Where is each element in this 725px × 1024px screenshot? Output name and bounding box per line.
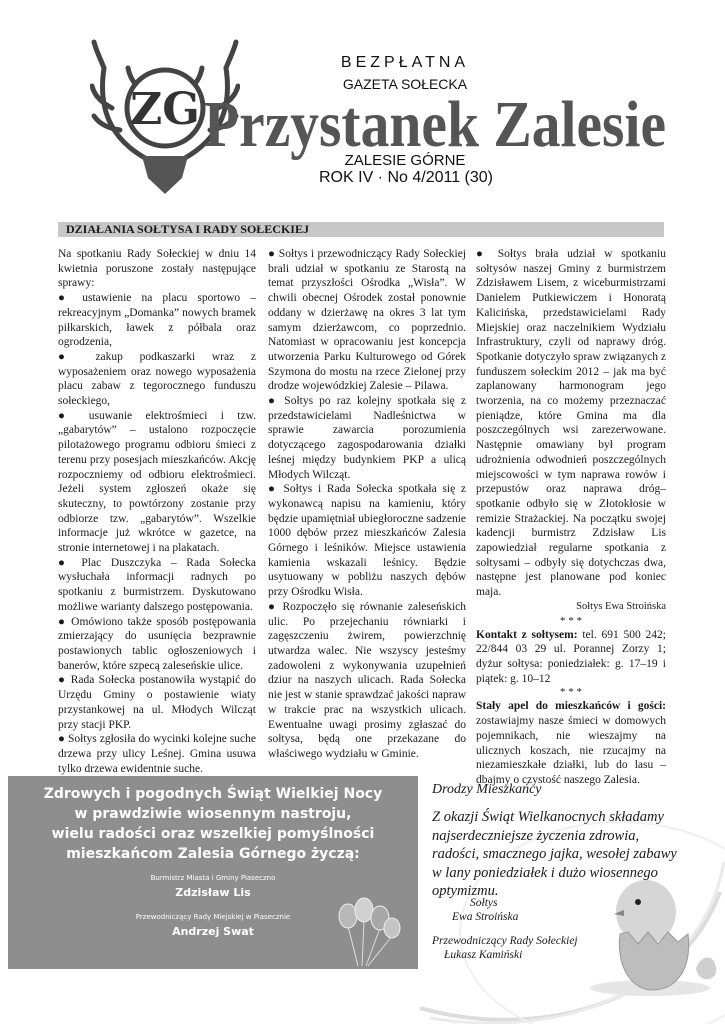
masthead-kind: GAZETA SOŁECKA (342, 76, 468, 92)
masthead-issue: ROK IV · No 4/2011 (30) (319, 169, 493, 186)
greeting-line-4: mieszkańcom Zalesia Górnego życzą: (66, 846, 360, 862)
card-heading: Drodzy Mieszkańcy (432, 782, 542, 797)
paragraph: ● Sołtys i przewodniczący Rady Sołeckiej brali udział w spotkaniu ze Starostą na temat przyszłości Ośrodka „Wisła”. W chwili obecnej Ośrodek został ponownie oddany w dzierżawę na okres 3 lat tym samym dzierżawcom, co poprzednio. Natomiast w opracowaniu jest koncepcja utworzenia Parku Kulturowego od Górek Szymona do mostu na rzece Zielonej przy drodze wojewódzkiej Zalesie – Pilawa. (268, 248, 466, 393)
paragraph: ● ustawienie na placu sportowo – rekreacyjnym „Domanka” nowych bramek piłkarskich, ławek z półbala oraz ogrodzenia, (58, 292, 256, 349)
article-column-2 (268, 247, 466, 762)
signature: Sołtys Ewa Stroińska (576, 600, 666, 612)
masthead-title-text: Przystanek Zalesie (204, 88, 666, 160)
paragraph: ● Sołtys brała udział w spotkaniu sołtysów naszej Gminy z burmistrzem Zdzisławem Lisem, z wiceburmistrzami Danielem Putkiewiczem i Honoratą Kalicińska, przedstawicielami Rady Miejskiej oraz naczelnikiem Wydziału Infrastruktury, czyli od naprawy dróg. Spotkanie dotyczyło spraw związanych z funduszem sołeckim 2012 – jak ma być zaplanowany harmonogram jego tworzenia, na co możemy przeznaczać pieniądze, które Gmina ma dla poszczególnych wsi zarezerwowane. Następnie omawiany był program udrożnienia odwodnień poszczególnych miejscowości w tym naprawa rowów i przepustów oraz naprawa dróg– spotkanie odbyło się w Złotokłosie w remizie Strażackiej. Na początku swojej kadencji burmistrz Zdzisław Lis zapowiedział regularne spotkania z sołtysami – odbyły się dotychczas dwa, następne jest planowane pod koniec maja. (476, 248, 666, 599)
greeting-name-2: Andrzej Swat (172, 925, 254, 938)
card-signature-role-2: Przewodniczący Rady Sołeckiej (432, 935, 578, 947)
chick-in-egg-icon (580, 850, 720, 1000)
card-signature-name-1: Ewa Stroińska (452, 911, 519, 923)
paragraph: ● Rozpoczęło się równanie zaleseńskich ulic. Po przejechaniu równiarki i zagęszczeniu żwirem, powierzchnię utwardza walec. Nie wszyscy jesteśmy zadowoleni z wykonywania uzupełnień dziur na naszych ulicach. Rada Sołecka nie jest w stanie sprawdzać jakości napraw w trakcie prac na wszystkich ulicach. Ewentualne uwagi prosimy zgłaszać do sołtysa, będą one przekazane do właściwego wydziału w Gminie. (268, 600, 466, 760)
masthead-place: ZALESIE GÓRNE (344, 152, 466, 169)
balloons-illustration (328, 896, 408, 968)
card-signature-name-2: Łukasz Kamiński (444, 949, 523, 961)
greeting-line-1: Zdrowych i pogodnych Świąt Wielkiej Nocy (43, 786, 383, 802)
paragraph: ● Sołtys zgłosiła do wycinki kolejne suche drzewa przy ulicy Leśnej. Gmina usuwa tylko drzewa ewidentnie suche. (58, 733, 256, 775)
masthead-title (200, 80, 670, 160)
separator-stars: * * * (560, 686, 582, 699)
separator-stars: * * * (560, 614, 582, 627)
easter-greeting-banner (8, 776, 418, 969)
paragraph: ● Sołtys i Rada Sołecka spotkała się z wykonawcą napisu na kamieniu, który będzie upamiętniał ubiegłoroczne sadzenie 1000 dębów przez mieszkańców Zalesia Górnego i leśników. Miejsce ustawienia kamienia wskazali leśnicy. Będzie usytuowany w pobliżu naszych dębów przy Ośrodku Wisła. (268, 483, 466, 599)
paragraph: ● Sołtys po raz kolejny spotkała się z przedstawicielami Nadleśnictwa w sprawie zawarcia porozumienia dotyczącego zagospodarowania działki leśnej między budynkiem PKP a ulicą Młodych Wilcząt. (268, 395, 466, 481)
contact-label: Kontakt z sołtysem: (476, 628, 578, 641)
paragraph: ● Omówiono także sposób postępowania zmierzający do usunięcia bezprawnie postawionych tablic ogłoszeniowych i banerów, które szpecą zaleseńskie ulice. (58, 615, 256, 672)
greeting-role-1: Burmistrz Miasta i Gminy Piaseczno (150, 874, 276, 882)
card-wishes: Z okazji Świąt Wielkanocnych składamy najserdeczniejsze życzenia zdrowia, radości, smacznego jajka, wesołej zabawy w lany poniedziałek i dużo wiosennego optymizmu. (432, 809, 677, 899)
greeting-name-1: Zdzisław Lis (175, 886, 251, 899)
appeal-text: zostawiajmy nasze śmieci w domowych pojemnikach, nie wieszajmy na ulicznych koszach, nie rzucajmy na niezamieszkałe działki, lub do lasu – dbajmy o czystość naszego Zalesia. (476, 715, 666, 786)
greeting-line-3: wielu radości oraz wszelkiej pomyślności (51, 826, 375, 842)
logo-letters: ZG (130, 84, 200, 135)
contact-text: tel. 691 500 242; 22/844 03 29 ul. Porannej Zorzy 1; dyżur sołtysa: poniedziałek: g. 17–19 i piątek: g. 10–12 (476, 628, 666, 685)
greeting-role-2: Przewodniczący Rady Miejskiej w Piasecznie (135, 913, 291, 921)
greeting-line-2: w prawdziwie wiosennym nastroju, (74, 806, 352, 822)
masthead-free-label: BEZPŁATNA (340, 54, 470, 71)
card-signature-role-1: Sołtys (470, 897, 498, 909)
paragraph: ● usuwanie elektrośmieci i tzw. „gabarytów” – ustalono rozpoczęcie pilotażowego programu odbioru śmieci z terenu przy posesjach mieszkańców. Akcję rozpoczniemy od odbioru elektrośmieci. Jeżeli system zgłoszeń okaże się skuteczny, to powtórzony zostanie przy odbiorze tzw. „gabarytów”. Wszelkie informacje już wkrótce w gazetce, na stronie internetowej i na plakatach. (58, 409, 256, 555)
paragraph: ● zakup podkaszarki wraz z wyposażeniem oraz nowego wyposażenia placu zabaw z tegorocznego funduszu sołeckiego, (58, 350, 256, 408)
section-heading: DZIAŁANIA SOŁTYSA I RADY SOŁECKIEJ (58, 222, 664, 237)
appeal-label: Stały apel do mieszkańców i gości: (476, 700, 666, 713)
article-column-3 (476, 247, 666, 788)
paragraph: ● Rada Sołecka postanowiła wystąpić do Urzędu Gminy o postawienie wiaty przystankowej na ul. Młodych Wilcząt przy stacji PKP. (58, 674, 256, 731)
contact-paragraph (476, 628, 666, 687)
paragraph: Na spotkaniu Rady Sołeckiej w dniu 14 kwietnia poruszone zostały następujące sprawy: (58, 248, 256, 290)
paragraph: ● Plac Duszczyka – Rada Sołecka wysłuchała informacji radnych po spotkaniu z burmistrzem. Dyskutowano możliwe warianty dalszego postępowania. (58, 556, 256, 613)
article-column-1 (58, 247, 256, 776)
